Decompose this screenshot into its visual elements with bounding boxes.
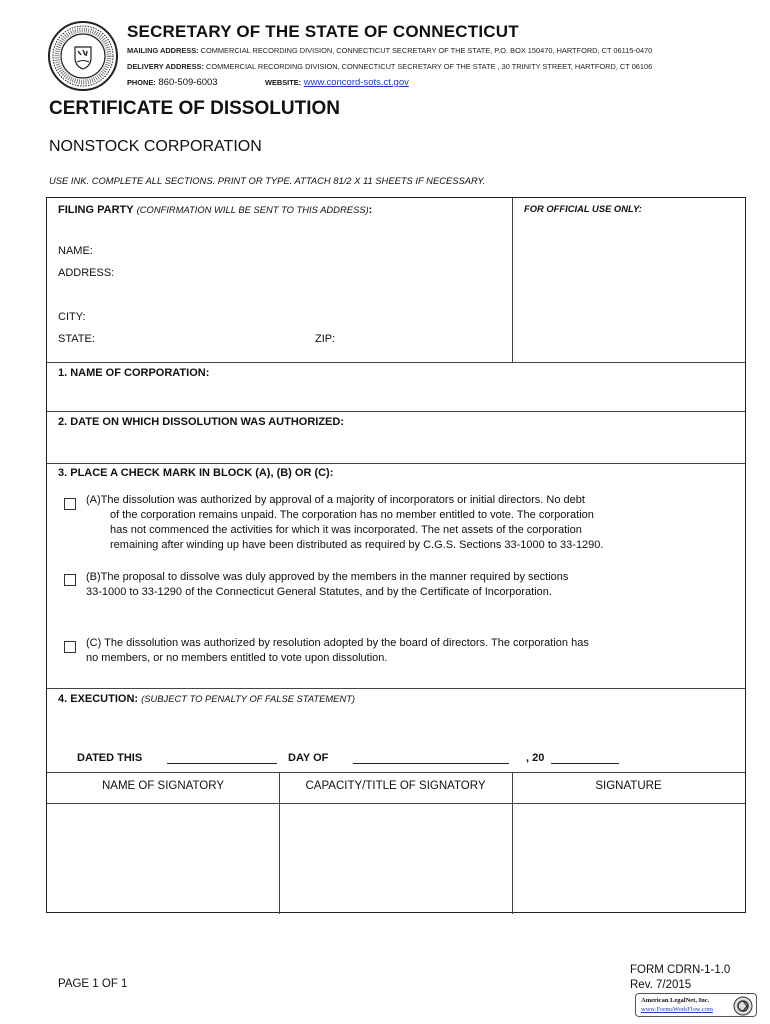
website-line: WEBSITE: www.concord-sots.ct.gov — [265, 77, 409, 88]
form-subtitle: NONSTOCK CORPORATION — [49, 138, 262, 155]
month-blank[interactable] — [353, 753, 509, 764]
dated-this-label: DATED THIS — [77, 752, 143, 764]
zip-field-label[interactable]: ZIP: — [315, 333, 336, 345]
year-label: , 20 — [526, 752, 545, 764]
agency-name: SECRETARY OF THE STATE OF CONNECTICUT — [127, 22, 519, 41]
day-blank[interactable] — [167, 753, 277, 764]
delivery-address: DELIVERY ADDRESS: COMMERCIAL RECORDING DIVISION, CONNECTICUT SECRETARY OF THE STATE , 30 TRINITY STREET, HARTFORD, CT 06106 — [127, 62, 653, 71]
instructions: USE INK. COMPLETE ALL SECTIONS. PRINT OR TYPE. ATTACH 81/2 X 11 SHEETS IF NECESSARY. — [49, 175, 486, 186]
official-use-label: FOR OFFICIAL USE ONLY: — [524, 203, 642, 214]
section-3-label: 3. PLACE A CHECK MARK IN BLOCK (A), (B) OR (C): — [58, 467, 334, 479]
year-blank[interactable] — [551, 753, 619, 764]
option-c-text: (C) The dissolution was authorized by resolution adopted by the board of directors. The corporation has no members, or no members entitled to vote upon dissolution. — [86, 637, 589, 664]
state-field-label[interactable]: STATE: — [58, 333, 95, 345]
page-number: PAGE 1 OF 1 — [58, 978, 128, 990]
form-body — [46, 197, 746, 913]
option-b-text: (B)The proposal to dissolve was duly approved by the members in the manner required by sections 33-1000 to 33-1290 of the Connecticut General Statutes, and by the Certificate of Incorporation. — [86, 571, 569, 598]
day-of-label: DAY OF — [288, 752, 329, 764]
form-number: FORM CDRN-1-1.0 Rev. 7/2015 — [630, 964, 731, 991]
publisher-badge: American LegalNet, Inc. www.FormsWorkFlow.com — [635, 993, 757, 1017]
address-field-label[interactable]: ADDRESS: — [58, 267, 115, 279]
filing-party-heading: FILING PARTY (CONFIRMATION WILL BE SENT TO THIS ADDRESS): — [58, 204, 373, 216]
option-a-text: (A)The dissolution was authorized by approval of a majority of incorporators or initial directors. No debt of the corporation remains unpaid. The corporation has no member entitled to vote. The corporation has not commenced the activities for which it was incorporated. The net assets of the corporation remaining after winding up have been distributed as required by C.G.S. Sections 33-1000 to 33-1290. — [86, 494, 604, 551]
name-field-label[interactable]: NAME: — [58, 245, 93, 257]
city-field-label[interactable]: CITY: — [58, 311, 86, 323]
state-seal-icon — [47, 20, 119, 92]
signature-header: SIGNATURE — [595, 780, 662, 792]
section-4-heading: 4. EXECUTION: (SUBJECT TO PENALTY OF FALSE STATEMENT) — [58, 693, 356, 705]
checkbox-b[interactable] — [64, 574, 76, 586]
phone-number: 860-509-6003 — [158, 77, 218, 88]
checkbox-c[interactable] — [64, 641, 76, 653]
section-1-label[interactable]: 1. NAME OF CORPORATION: — [58, 367, 210, 379]
publisher-logo-icon — [733, 996, 753, 1016]
signatory-title-header: CAPACITY/TITLE OF SIGNATORY — [305, 780, 486, 792]
website-link[interactable]: www.concord-sots.ct.gov — [303, 77, 409, 88]
section-2-label[interactable]: 2. DATE ON WHICH DISSOLUTION WAS AUTHORIZED: — [58, 416, 344, 428]
phone-line: PHONE: 860-509-6003 — [127, 77, 218, 88]
checkbox-a[interactable] — [64, 498, 76, 510]
signatory-name-header: NAME OF SIGNATORY — [101, 780, 225, 792]
form-title: CERTIFICATE OF DISSOLUTION — [49, 98, 340, 119]
publisher-link[interactable]: www.FormsWorkFlow.com — [641, 1006, 713, 1013]
mailing-address: MAILING ADDRESS: COMMERCIAL RECORDING DIVISION, CONNECTICUT SECRETARY OF THE STATE, P.O. BOX 150470, HARTFORD, CT 06115-0470 — [127, 46, 653, 55]
